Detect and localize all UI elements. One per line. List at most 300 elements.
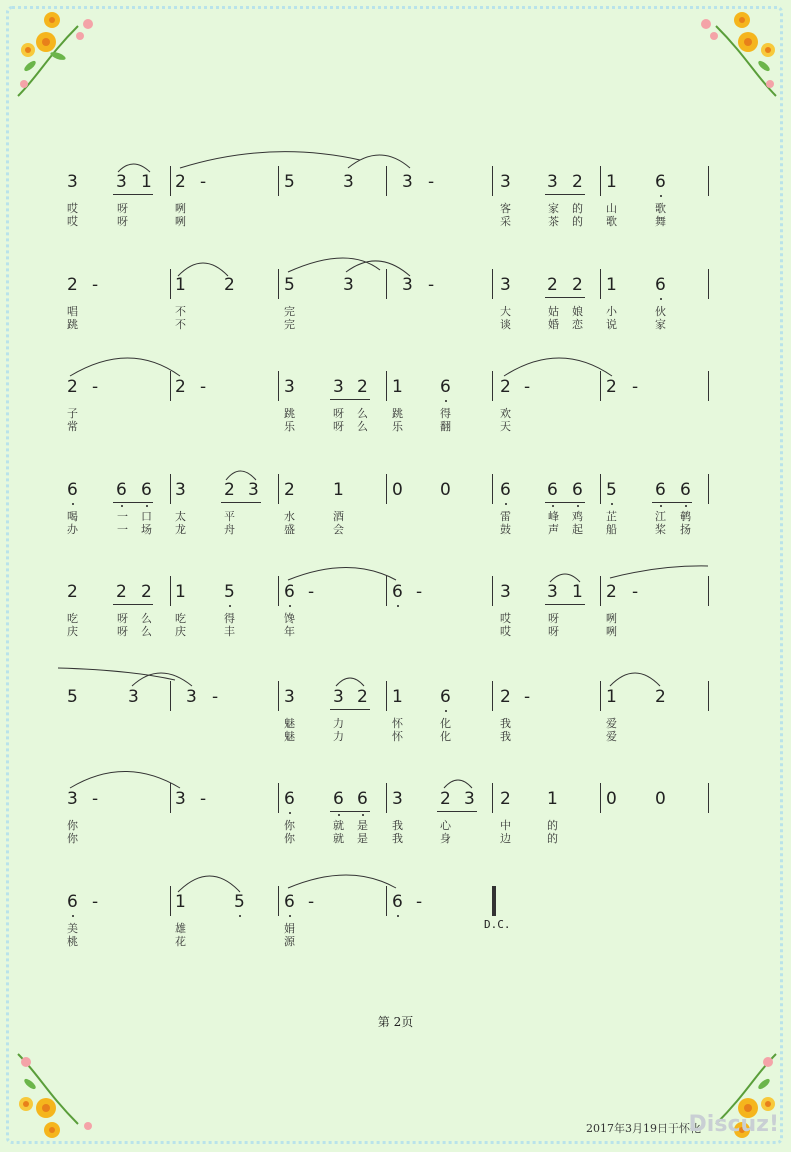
lyric: 么 xyxy=(357,420,368,433)
lyric: 酒 xyxy=(333,510,344,523)
lyric: 龙 xyxy=(175,523,186,536)
lyric: 魅 xyxy=(284,730,295,743)
underline xyxy=(330,709,370,710)
note: 6 xyxy=(392,892,403,912)
note: 2 xyxy=(224,275,235,295)
note: 3 xyxy=(128,687,139,707)
bar-line xyxy=(278,783,279,813)
note: - xyxy=(308,892,315,912)
note: 5 xyxy=(234,892,245,912)
lyric: 庆 xyxy=(175,625,186,638)
bar-line xyxy=(708,371,709,401)
low-octave-dot xyxy=(577,505,579,507)
note: 5 xyxy=(284,275,295,295)
bar-line xyxy=(170,166,171,196)
underline xyxy=(330,811,370,812)
underline xyxy=(330,399,370,400)
lyric: 你 xyxy=(284,832,295,845)
bar-line xyxy=(708,681,709,711)
note: 2 xyxy=(175,172,186,192)
lyric: 是 xyxy=(357,819,368,832)
lyric: 起 xyxy=(572,523,583,536)
bar-line xyxy=(600,783,601,813)
lyric: 喝 xyxy=(67,510,78,523)
note: - xyxy=(212,687,219,707)
bar-line xyxy=(600,166,601,196)
note: - xyxy=(524,687,531,707)
note: 1 xyxy=(392,377,403,397)
bar-line xyxy=(386,166,387,196)
lyric: 中 xyxy=(500,819,511,832)
note: 6 xyxy=(333,789,344,809)
lyric: 水 xyxy=(284,510,295,523)
underline xyxy=(221,502,261,503)
bar-line xyxy=(170,681,171,711)
note: 2 xyxy=(500,687,511,707)
lyric: 江 xyxy=(655,510,666,523)
bar-line xyxy=(278,681,279,711)
bar-line xyxy=(278,576,279,606)
lyric: 欢 xyxy=(500,407,511,420)
lyric: 爱 xyxy=(606,717,617,730)
note: 1 xyxy=(175,892,186,912)
low-octave-dot xyxy=(72,915,74,917)
lyric: 客 xyxy=(500,202,511,215)
bar-line xyxy=(492,474,493,504)
lyric: 不 xyxy=(175,305,186,318)
note: - xyxy=(428,275,435,295)
note: - xyxy=(416,582,423,602)
note: 6 xyxy=(680,480,691,500)
lyric: 我 xyxy=(392,819,403,832)
note: 6 xyxy=(392,582,403,602)
lyric: 雄 xyxy=(175,922,186,935)
note: 2 xyxy=(357,687,368,707)
lyric: 船 xyxy=(606,523,617,536)
underline xyxy=(113,194,153,195)
low-octave-dot xyxy=(660,505,662,507)
lyric: 花 xyxy=(175,935,186,948)
lyric: 一 xyxy=(117,523,128,536)
note: 5 xyxy=(224,582,235,602)
low-octave-dot xyxy=(121,505,123,507)
bar-line xyxy=(492,681,493,711)
low-octave-dot xyxy=(552,505,554,507)
note: 6 xyxy=(655,172,666,192)
lyric: 娟 xyxy=(284,922,295,935)
lyric: 力 xyxy=(333,717,344,730)
lyric: 茶 xyxy=(548,215,559,228)
da-capo-mark: D.C. xyxy=(484,918,511,931)
bar-line xyxy=(600,371,601,401)
watermark-logo: Discuz! xyxy=(688,1112,779,1137)
note: - xyxy=(92,789,99,809)
lyric: 心 xyxy=(440,819,451,832)
note: - xyxy=(200,377,207,397)
lyric: 的 xyxy=(572,215,583,228)
lyric: 咧 xyxy=(175,215,186,228)
lyric: 桨 xyxy=(655,523,666,536)
note: 1 xyxy=(141,172,152,192)
note: 1 xyxy=(606,275,617,295)
bar-line xyxy=(600,681,601,711)
note: 5 xyxy=(284,172,295,192)
low-octave-dot xyxy=(505,503,507,505)
note: 3 xyxy=(464,789,475,809)
note: 3 xyxy=(284,377,295,397)
note: 2 xyxy=(284,480,295,500)
note: 3 xyxy=(392,789,403,809)
lyric: 峰 xyxy=(548,510,559,523)
bar-line xyxy=(170,886,171,916)
note: - xyxy=(428,172,435,192)
note: 2 xyxy=(67,377,78,397)
note: 6 xyxy=(655,275,666,295)
note: 2 xyxy=(357,377,368,397)
note: 2 xyxy=(606,582,617,602)
bar-line xyxy=(492,269,493,299)
note: 3 xyxy=(500,275,511,295)
final-barline xyxy=(492,886,496,916)
lyric: 乐 xyxy=(392,420,403,433)
low-octave-dot xyxy=(289,605,291,607)
note: 6 xyxy=(440,377,451,397)
low-octave-dot xyxy=(289,915,291,917)
lyric: 魅 xyxy=(284,717,295,730)
lyric: 芷 xyxy=(606,510,617,523)
lyric: 么 xyxy=(141,625,152,638)
lyric: 呀 xyxy=(117,612,128,625)
flower-decoration-bottom-left xyxy=(8,1048,104,1144)
lyric: 呀 xyxy=(333,407,344,420)
note: 2 xyxy=(655,687,666,707)
bar-line xyxy=(170,269,171,299)
lyric: 你 xyxy=(67,832,78,845)
note: 3 xyxy=(547,172,558,192)
bar-line xyxy=(386,886,387,916)
lyric: 说 xyxy=(606,318,617,331)
page-number: 第 2页 xyxy=(377,1015,414,1029)
bar-line xyxy=(708,474,709,504)
note: 0 xyxy=(655,789,666,809)
note: 1 xyxy=(175,275,186,295)
note: 1 xyxy=(606,687,617,707)
low-octave-dot xyxy=(146,505,148,507)
note: 6 xyxy=(67,480,78,500)
note: 1 xyxy=(392,687,403,707)
lyric: 哎 xyxy=(67,202,78,215)
underline xyxy=(113,502,153,503)
lyric: 太 xyxy=(175,510,186,523)
note: 0 xyxy=(606,789,617,809)
lyric: 家 xyxy=(655,318,666,331)
note: 1 xyxy=(175,582,186,602)
low-octave-dot xyxy=(660,298,662,300)
lyric: 的 xyxy=(572,202,583,215)
lyric: 家 xyxy=(548,202,559,215)
lyric: 舟 xyxy=(224,523,235,536)
lyric: 会 xyxy=(333,523,344,536)
underline xyxy=(437,811,477,812)
bar-line xyxy=(386,576,387,606)
bar-line xyxy=(492,371,493,401)
note: 6 xyxy=(284,892,295,912)
low-octave-dot xyxy=(289,812,291,814)
lyric: 就 xyxy=(333,832,344,845)
lyric: 的 xyxy=(547,819,558,832)
bar-line xyxy=(386,269,387,299)
underline xyxy=(545,194,585,195)
lyric: 鼓 xyxy=(500,523,511,536)
lyric: 呀 xyxy=(548,625,559,638)
lyric: 谈 xyxy=(500,318,511,331)
lyric: 姑 xyxy=(548,305,559,318)
lyric: 雷 xyxy=(500,510,511,523)
note: 6 xyxy=(67,892,78,912)
lyric: 边 xyxy=(500,832,511,845)
lyric: 呀 xyxy=(117,625,128,638)
lyric: 呀 xyxy=(548,612,559,625)
lyric: 大 xyxy=(500,305,511,318)
lyric: 小 xyxy=(606,305,617,318)
lyric: 源 xyxy=(284,935,295,948)
low-octave-dot xyxy=(72,503,74,505)
note: 2 xyxy=(500,377,511,397)
lyric: 鸡 xyxy=(572,510,583,523)
lyric: 哎 xyxy=(67,215,78,228)
bar-line xyxy=(492,576,493,606)
lyric: 办 xyxy=(67,523,78,536)
lyric: 庆 xyxy=(67,625,78,638)
bar-line xyxy=(386,783,387,813)
note: 3 xyxy=(175,480,186,500)
note: 3 xyxy=(175,789,186,809)
lyric: 的 xyxy=(547,832,558,845)
lyric: 不 xyxy=(175,318,186,331)
lyric: 馋 xyxy=(284,612,295,625)
note: 6 xyxy=(116,480,127,500)
note: 3 xyxy=(67,172,78,192)
flower-decoration-top-right xyxy=(690,6,786,102)
low-octave-dot xyxy=(445,710,447,712)
lyric: 呀 xyxy=(117,215,128,228)
lyric: 歌 xyxy=(606,215,617,228)
note: 2 xyxy=(572,275,583,295)
date-signature: 2017年3月19日于怀化 xyxy=(586,1122,701,1135)
note: - xyxy=(632,582,639,602)
lyric: 是 xyxy=(357,832,368,845)
note: 2 xyxy=(116,582,127,602)
lyric: 恋 xyxy=(572,318,583,331)
note: 0 xyxy=(440,480,451,500)
lyric: 乐 xyxy=(284,420,295,433)
lyric: 一 xyxy=(117,510,128,523)
note: 2 xyxy=(500,789,511,809)
lyric: 唱 xyxy=(67,305,78,318)
lyric: 我 xyxy=(500,730,511,743)
lyric: 化 xyxy=(440,717,451,730)
bar-line xyxy=(492,166,493,196)
lyric: 你 xyxy=(67,819,78,832)
low-octave-dot xyxy=(445,400,447,402)
lyric: 婚 xyxy=(548,318,559,331)
note: 3 xyxy=(116,172,127,192)
flower-decoration-top-left xyxy=(8,6,104,102)
low-octave-dot xyxy=(660,195,662,197)
lyric: 咧 xyxy=(175,202,186,215)
lyric: 怀 xyxy=(392,730,403,743)
note: 0 xyxy=(392,480,403,500)
lyric: 常 xyxy=(67,420,78,433)
bar-line xyxy=(386,681,387,711)
note: 2 xyxy=(67,275,78,295)
note: 6 xyxy=(284,582,295,602)
lyric: 咧 xyxy=(606,625,617,638)
note: 3 xyxy=(186,687,197,707)
note: 2 xyxy=(175,377,186,397)
note: 5 xyxy=(606,480,617,500)
note: 6 xyxy=(284,789,295,809)
lyric: 你 xyxy=(284,819,295,832)
note: - xyxy=(308,582,315,602)
lyric: 美 xyxy=(67,922,78,935)
note: 6 xyxy=(440,687,451,707)
lyric: 年 xyxy=(284,625,295,638)
lyric: 就 xyxy=(333,819,344,832)
lyric: 我 xyxy=(500,717,511,730)
note: 1 xyxy=(572,582,583,602)
lyric: 呀 xyxy=(333,420,344,433)
lyric: 哎 xyxy=(500,612,511,625)
low-octave-dot xyxy=(685,505,687,507)
lyric: 天 xyxy=(500,420,511,433)
note: - xyxy=(200,789,207,809)
note: 3 xyxy=(547,582,558,602)
lyric: 完 xyxy=(284,305,295,318)
lyric: 爱 xyxy=(606,730,617,743)
note: 3 xyxy=(248,480,259,500)
lyric: 哎 xyxy=(500,625,511,638)
note: 2 xyxy=(606,377,617,397)
lyric: 翻 xyxy=(440,420,451,433)
note: 3 xyxy=(333,377,344,397)
note: 6 xyxy=(572,480,583,500)
lyric: 吃 xyxy=(67,612,78,625)
note: 6 xyxy=(357,789,368,809)
lyric: 得 xyxy=(440,407,451,420)
low-octave-dot xyxy=(362,814,364,816)
note: 6 xyxy=(141,480,152,500)
lyric: 歌 xyxy=(655,202,666,215)
bar-line xyxy=(278,371,279,401)
low-octave-dot xyxy=(611,503,613,505)
bar-line xyxy=(708,166,709,196)
bar-line xyxy=(170,474,171,504)
note: 2 xyxy=(224,480,235,500)
lyric: 跳 xyxy=(392,407,403,420)
lyric: 丰 xyxy=(224,625,235,638)
bar-line xyxy=(278,269,279,299)
lyric: 怀 xyxy=(392,717,403,730)
note: - xyxy=(416,892,423,912)
note: 3 xyxy=(402,172,413,192)
lyric: 么 xyxy=(141,612,152,625)
bar-line xyxy=(492,783,493,813)
note: 3 xyxy=(343,275,354,295)
lyric: 我 xyxy=(392,832,403,845)
note: - xyxy=(200,172,207,192)
lyric: 伙 xyxy=(655,305,666,318)
underline xyxy=(545,297,585,298)
bar-line xyxy=(170,783,171,813)
lyric: 盛 xyxy=(284,523,295,536)
lyric: 鹌 xyxy=(680,510,691,523)
note: 3 xyxy=(67,789,78,809)
bar-line xyxy=(278,886,279,916)
note: - xyxy=(632,377,639,397)
note: 1 xyxy=(333,480,344,500)
lyric: 呀 xyxy=(117,202,128,215)
note: 6 xyxy=(547,480,558,500)
note: - xyxy=(524,377,531,397)
note: 3 xyxy=(500,172,511,192)
note: - xyxy=(92,275,99,295)
note: 2 xyxy=(67,582,78,602)
underline xyxy=(545,604,585,605)
bar-line xyxy=(600,576,601,606)
note: 5 xyxy=(67,687,78,707)
bar-line xyxy=(600,269,601,299)
note: 2 xyxy=(141,582,152,602)
lyric: 力 xyxy=(333,730,344,743)
note: 3 xyxy=(500,582,511,602)
lyric: 完 xyxy=(284,318,295,331)
lyric: 口 xyxy=(141,510,152,523)
lyric: 采 xyxy=(500,215,511,228)
low-octave-dot xyxy=(397,605,399,607)
note: 6 xyxy=(655,480,666,500)
lyric: 得 xyxy=(224,612,235,625)
bar-line xyxy=(170,576,171,606)
note: 3 xyxy=(343,172,354,192)
note: 2 xyxy=(547,275,558,295)
lyric: 咧 xyxy=(606,612,617,625)
low-octave-dot xyxy=(338,814,340,816)
bar-line xyxy=(278,474,279,504)
note: 2 xyxy=(440,789,451,809)
bar-line xyxy=(708,576,709,606)
note: 1 xyxy=(547,789,558,809)
lyric: 扬 xyxy=(680,523,691,536)
low-octave-dot xyxy=(239,915,241,917)
bar-line xyxy=(708,783,709,813)
lyric: 声 xyxy=(548,523,559,536)
bar-line xyxy=(386,474,387,504)
lyric: 化 xyxy=(440,730,451,743)
note: 2 xyxy=(572,172,583,192)
lyric: 平 xyxy=(224,510,235,523)
lyric: 跳 xyxy=(284,407,295,420)
note: 3 xyxy=(402,275,413,295)
bar-line xyxy=(708,269,709,299)
lyric: 子 xyxy=(67,407,78,420)
bar-line xyxy=(170,371,171,401)
lyric: 桃 xyxy=(67,935,78,948)
bar-line xyxy=(278,166,279,196)
lyric: 吃 xyxy=(175,612,186,625)
note: - xyxy=(92,377,99,397)
lyric: 身 xyxy=(440,832,451,845)
